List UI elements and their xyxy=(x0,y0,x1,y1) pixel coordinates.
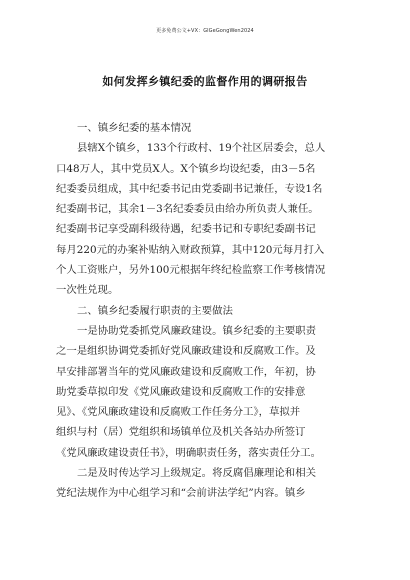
section-heading: 一、镇乡纪委的基本情况 xyxy=(77,122,192,134)
body-line: 个人工资账户，另外100元根据年终纪检监察工作考核情况 xyxy=(56,264,326,277)
body-line: 纪委副书记，其余1－3名纪委委员由给办所负责人兼任。 xyxy=(56,203,319,216)
body-line: 口48万人，其中党员X人。X个镇乡均设纪委，由3－5名 xyxy=(56,162,316,175)
body-line: 纪委委员组成，其中纪委书记由党委副书记兼任，专设1名 xyxy=(56,182,323,195)
body-line: 见》、《党风廉政建设和反腐败工作任务分工》，草拟并 xyxy=(56,406,301,419)
body-line: 组织与村（居）党组织和场镇单位及机关各站办所签订 xyxy=(56,426,306,439)
body-line: 二是及时传达学习上级规定。将反腐倡廉理论和相关 xyxy=(77,467,316,480)
body-line: 纪委副书记享受副科级待遇，纪委书记和专职纪委副书记 xyxy=(56,223,316,236)
body-line: 早安排部署当年的党风廉政建设和反腐败工作，年初，协 xyxy=(56,365,316,378)
document-body xyxy=(56,118,356,504)
body-line: 之一是组织协调党委抓好党风廉政建设和反腐败工作。及 xyxy=(56,345,316,358)
body-line: 党纪法规作为中心组学习和“会前讲法学纪”内容。镇乡 xyxy=(56,487,306,500)
body-line: 助党委草拟印发《党风廉政建设和反腐败工作的安排意 xyxy=(56,385,306,398)
document-title: 如何发挥乡镇纪委的监督作用的调研报告 xyxy=(102,75,308,88)
body-line: 县辖X个镇乡，133个行政村、19个社区居委会，总人 xyxy=(77,142,326,155)
body-line: 《党风廉政建设责任书》，明确职责任务，落实责任分工。 xyxy=(56,446,321,459)
body-line: 一是协助党委抓党风廉政建设。镇乡纪委的主要职责 xyxy=(77,324,316,337)
body-line: 每月220元的办案补贴纳入财政预算，其中120元每月打入 xyxy=(56,243,325,256)
section-heading: 二、镇乡纪委履行职责的主要做法 xyxy=(77,304,233,317)
body-line: 一次性兑现。 xyxy=(56,284,119,297)
page-header: 更多免费公文+VX：GlGeGongWen2024 xyxy=(156,28,254,34)
